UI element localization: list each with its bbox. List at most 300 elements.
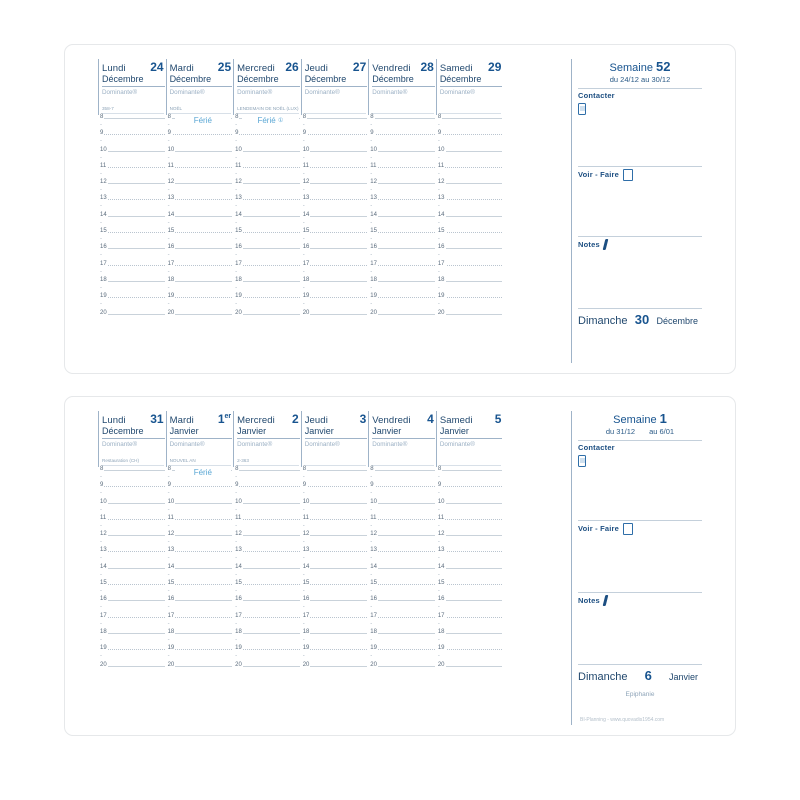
hour-row[interactable] (167, 500, 234, 516)
half-hour-mark: - (235, 555, 238, 562)
hour-row[interactable] (99, 115, 166, 131)
day-month: Décembre (440, 72, 503, 87)
panel-voir-faire[interactable] (578, 521, 702, 593)
hour-row[interactable] (437, 614, 504, 630)
hour-rule (370, 199, 435, 200)
hour-row[interactable] (369, 500, 436, 516)
holiday-label: Férié (175, 468, 232, 478)
hour-row[interactable] (99, 180, 166, 196)
week-title: Semaine 1 (613, 411, 667, 426)
hour-row[interactable] (167, 213, 234, 229)
hour-row[interactable] (369, 180, 436, 196)
hour-rule (168, 568, 233, 569)
half-hour-mark: - (370, 122, 373, 128)
day-column[interactable] (301, 59, 369, 363)
hour-rule (370, 134, 435, 135)
day-hours[interactable] (233, 115, 301, 363)
hour-row[interactable] (99, 614, 166, 630)
hour-row[interactable] (437, 500, 504, 516)
half-hour-mark: - (167, 122, 170, 128)
hour-row[interactable] (234, 663, 301, 679)
half-hour-mark: - (437, 555, 440, 562)
half-hour-mark: - (437, 203, 440, 210)
hour-row[interactable] (302, 115, 369, 131)
hour-rule (370, 633, 435, 634)
hour-label: 18 (167, 276, 175, 283)
sunday-block[interactable] (578, 665, 702, 725)
hour-row[interactable] (369, 131, 436, 147)
half-hour-mark: - (437, 154, 440, 161)
hour-row[interactable] (167, 294, 234, 310)
half-hour-mark: - (370, 571, 373, 578)
holiday-label: Férié (175, 116, 232, 126)
hour-row[interactable] (167, 229, 234, 245)
hour-row[interactable] (302, 196, 369, 212)
hour-row[interactable] (369, 565, 436, 581)
panel-notes[interactable] (578, 237, 702, 309)
hour-rule (303, 486, 368, 487)
hour-row[interactable] (302, 663, 369, 679)
hour-row[interactable] (369, 597, 436, 613)
day-hours[interactable] (98, 467, 166, 725)
hour-row[interactable] (234, 630, 301, 646)
hour-rule (235, 248, 300, 249)
day-header (301, 59, 369, 115)
half-hour-mark: - (437, 620, 440, 627)
hour-row[interactable] (234, 483, 301, 499)
day-hours[interactable] (98, 115, 166, 363)
panel-label-contacter: Contacter (578, 443, 615, 452)
hour-row[interactable] (99, 516, 166, 532)
hour-row[interactable] (437, 467, 504, 483)
hour-rule (438, 134, 503, 135)
hour-row[interactable] (437, 663, 504, 679)
hour-label: 18 (100, 628, 107, 635)
hour-row[interactable] (234, 229, 301, 245)
hour-label: 9 (302, 130, 307, 137)
hour-rule (168, 248, 233, 249)
hour-row[interactable] (302, 614, 369, 630)
hour-label: 15 (302, 580, 310, 587)
day-column[interactable] (233, 411, 301, 725)
hour-row[interactable] (302, 278, 369, 294)
half-hour-mark: - (437, 636, 440, 643)
hour-row[interactable] (369, 646, 436, 662)
hour-rule (235, 600, 300, 601)
hour-rule (303, 167, 368, 168)
hour-row[interactable] (302, 213, 369, 229)
hour-row[interactable] (369, 148, 436, 164)
hour-label: 20 (302, 309, 310, 316)
hour-row[interactable] (167, 565, 234, 581)
hour-row[interactable] (302, 467, 369, 483)
panel-notes[interactable] (578, 593, 702, 665)
hour-row[interactable] (167, 532, 234, 548)
hour-row[interactable] (437, 262, 504, 278)
hour-label: 10 (167, 498, 175, 505)
hour-row[interactable] (99, 131, 166, 147)
hour-row[interactable] (234, 532, 301, 548)
hour-row[interactable] (437, 565, 504, 581)
hour-row[interactable] (369, 213, 436, 229)
half-hour-mark: - (302, 474, 305, 480)
hour-row[interactable] (437, 196, 504, 212)
hour-label: 16 (302, 244, 310, 251)
day-name: Mercredi (237, 415, 275, 426)
hour-row[interactable] (99, 245, 166, 261)
hour-rule (438, 568, 503, 569)
hour-row[interactable] (369, 630, 436, 646)
half-hour-mark: - (100, 555, 102, 562)
hour-row[interactable] (302, 483, 369, 499)
hour-label: 8 (100, 114, 104, 120)
half-hour-mark: - (437, 219, 440, 226)
hour-row[interactable] (167, 245, 234, 261)
hour-row[interactable] (437, 131, 504, 147)
hour-rule (168, 519, 233, 520)
hour-label: 14 (302, 211, 310, 218)
day-month: Janvier (372, 424, 435, 439)
hour-row[interactable] (302, 630, 369, 646)
day-hours[interactable] (166, 115, 234, 363)
hour-row[interactable] (369, 516, 436, 532)
hour-row[interactable] (369, 245, 436, 261)
hour-row[interactable] (234, 196, 301, 212)
hour-row[interactable] (167, 262, 234, 278)
hour-row[interactable] (437, 148, 504, 164)
hour-label: 18 (370, 276, 377, 283)
hour-row[interactable] (437, 646, 504, 662)
hour-row[interactable] (99, 148, 166, 164)
half-hour-mark: - (437, 539, 440, 546)
hour-rule (370, 584, 435, 585)
hour-row[interactable] (99, 294, 166, 310)
hour-rule (235, 666, 300, 667)
hour-row[interactable] (167, 483, 234, 499)
hour-row[interactable] (99, 548, 166, 564)
hour-row[interactable] (234, 646, 301, 662)
panel-contacter[interactable] (578, 89, 702, 167)
hour-row[interactable] (437, 516, 504, 532)
day-column[interactable] (436, 411, 504, 725)
sunday-block[interactable] (578, 309, 702, 363)
hour-row[interactable] (167, 597, 234, 613)
half-hour-mark: - (100, 301, 102, 308)
hour-label: 17 (370, 260, 377, 267)
hour-row[interactable] (437, 115, 504, 131)
hour-rule (370, 281, 435, 282)
hour-row[interactable] (302, 548, 369, 564)
hour-row[interactable] (302, 565, 369, 581)
day-column[interactable] (233, 59, 301, 363)
hour-rule (303, 134, 368, 135)
hour-row[interactable] (99, 213, 166, 229)
half-hour-mark: - (235, 284, 238, 291)
hour-rule (370, 617, 435, 618)
half-hour-mark: - (370, 474, 373, 480)
day-hours[interactable] (436, 115, 504, 363)
hour-row[interactable] (167, 581, 234, 597)
hour-rule (303, 633, 368, 634)
hour-label: 12 (235, 179, 242, 186)
hour-row[interactable] (167, 663, 234, 679)
day-column[interactable] (166, 59, 234, 363)
hour-rule (438, 600, 503, 601)
hour-row[interactable] (99, 532, 166, 548)
hour-rule (438, 199, 503, 200)
hour-rule (303, 199, 368, 200)
hour-row[interactable] (369, 483, 436, 499)
panel-contacter[interactable] (578, 441, 702, 521)
hour-row[interactable] (302, 148, 369, 164)
half-hour-mark: - (235, 636, 238, 643)
hour-row[interactable] (437, 294, 504, 310)
hour-row[interactable] (234, 516, 301, 532)
hour-rule (370, 151, 435, 152)
hour-label: 11 (100, 514, 107, 521)
hour-row[interactable] (99, 196, 166, 212)
hour-row[interactable] (234, 565, 301, 581)
hour-row[interactable] (234, 213, 301, 229)
hour-row[interactable] (234, 597, 301, 613)
half-hour-mark: - (370, 284, 373, 291)
hour-row[interactable] (167, 148, 234, 164)
hour-row[interactable] (437, 581, 504, 597)
hour-rule (370, 118, 435, 119)
hour-rule (235, 617, 300, 618)
hour-row[interactable] (234, 262, 301, 278)
hour-row[interactable] (234, 294, 301, 310)
half-hour-mark: - (167, 170, 170, 177)
hour-row[interactable] (234, 245, 301, 261)
panel-voir-faire[interactable] (578, 167, 702, 237)
hour-row[interactable] (302, 500, 369, 516)
hour-row[interactable] (99, 565, 166, 581)
day-column[interactable] (166, 411, 234, 725)
hour-row[interactable] (437, 245, 504, 261)
hour-label: 17 (167, 260, 175, 267)
hour-label: 20 (370, 661, 377, 668)
day-feast (372, 112, 434, 114)
hour-row[interactable] (234, 278, 301, 294)
hour-row[interactable] (99, 646, 166, 662)
hour-row[interactable] (369, 311, 436, 327)
day-number: 27 (352, 60, 367, 74)
hour-row[interactable] (302, 581, 369, 597)
hour-row[interactable] (437, 278, 504, 294)
half-hour-mark: - (235, 653, 238, 660)
hour-label: 17 (167, 612, 175, 619)
hour-row[interactable] (302, 229, 369, 245)
day-column[interactable] (98, 59, 166, 363)
hour-row[interactable] (302, 245, 369, 261)
half-hour-mark: - (235, 620, 238, 627)
hour-rule (303, 314, 368, 315)
hour-row[interactable] (369, 196, 436, 212)
hour-row[interactable] (369, 532, 436, 548)
day-hours[interactable] (368, 467, 436, 725)
hour-row[interactable] (234, 180, 301, 196)
hour-rule (303, 216, 368, 217)
hour-row[interactable] (234, 614, 301, 630)
hour-rule (303, 649, 368, 650)
hour-row[interactable] (99, 262, 166, 278)
hour-row[interactable] (234, 164, 301, 180)
hour-row[interactable] (99, 311, 166, 327)
day-column[interactable] (436, 59, 504, 363)
hour-row[interactable] (167, 196, 234, 212)
hour-row[interactable] (437, 532, 504, 548)
hour-row[interactable] (437, 180, 504, 196)
hour-row[interactable] (99, 581, 166, 597)
hour-rule (235, 183, 300, 184)
hour-rule (100, 617, 165, 618)
day-column[interactable] (301, 411, 369, 725)
day-hours[interactable] (436, 467, 504, 725)
day-month: Décembre (102, 424, 165, 439)
hour-row[interactable] (437, 164, 504, 180)
hour-row[interactable] (167, 131, 234, 147)
hour-row[interactable] (167, 180, 234, 196)
sunday-number: 30 (634, 312, 650, 327)
hour-rule (235, 519, 300, 520)
hour-row[interactable] (302, 262, 369, 278)
hour-row[interactable] (369, 581, 436, 597)
hour-row[interactable] (437, 630, 504, 646)
hour-label: 8 (302, 114, 307, 120)
hour-row[interactable] (99, 663, 166, 679)
sunday-month: Janvier (668, 672, 698, 682)
hour-row[interactable] (369, 278, 436, 294)
hour-row[interactable] (302, 164, 369, 180)
day-hours[interactable] (166, 467, 234, 725)
hour-row[interactable] (167, 630, 234, 646)
day-name: Vendredi (372, 415, 411, 426)
hour-row[interactable] (302, 532, 369, 548)
half-hour-mark: - (100, 122, 102, 128)
hour-row[interactable] (302, 180, 369, 196)
hour-row[interactable] (234, 311, 301, 327)
hour-row[interactable] (302, 516, 369, 532)
day-column[interactable] (368, 411, 436, 725)
hour-label: 9 (167, 482, 171, 489)
day-column[interactable] (98, 411, 166, 725)
hour-row[interactable] (167, 278, 234, 294)
week-range: du 31/12 au 6/01 (605, 427, 675, 436)
hour-row[interactable] (437, 483, 504, 499)
half-hour-mark: - (370, 588, 373, 595)
hour-row[interactable] (234, 467, 301, 483)
hour-row[interactable] (369, 164, 436, 180)
hour-rule (370, 551, 435, 552)
hour-row[interactable] (99, 164, 166, 180)
hour-rule (168, 551, 233, 552)
hour-row[interactable] (369, 467, 436, 483)
hour-row[interactable] (167, 516, 234, 532)
half-hour-mark: - (100, 620, 102, 627)
day-hours[interactable] (368, 115, 436, 363)
hour-row[interactable] (437, 597, 504, 613)
hour-row[interactable] (167, 646, 234, 662)
hour-row[interactable] (234, 548, 301, 564)
hour-row[interactable] (99, 630, 166, 646)
hour-rule (438, 281, 503, 282)
hour-label: 10 (370, 146, 377, 153)
hour-rule (168, 314, 233, 315)
hour-rule (370, 265, 435, 266)
hour-rule (303, 183, 368, 184)
day-hours[interactable] (301, 467, 369, 725)
hour-rule (168, 232, 233, 233)
hour-row[interactable] (302, 597, 369, 613)
hour-row[interactable] (369, 614, 436, 630)
hour-row[interactable] (99, 467, 166, 483)
hour-label: 20 (235, 309, 242, 316)
day-hours[interactable] (301, 115, 369, 363)
hour-row[interactable] (234, 500, 301, 516)
hour-rule (100, 151, 165, 152)
hour-row[interactable] (302, 311, 369, 327)
hour-label: 8 (235, 114, 239, 120)
hour-row[interactable] (234, 131, 301, 147)
hour-row[interactable] (437, 229, 504, 245)
hour-row[interactable] (369, 262, 436, 278)
day-hours[interactable] (233, 467, 301, 725)
hour-row[interactable] (437, 213, 504, 229)
hour-row[interactable] (99, 597, 166, 613)
half-hour-mark: - (100, 236, 102, 243)
hour-row[interactable] (302, 131, 369, 147)
day-header (368, 411, 436, 467)
half-hour-mark: - (235, 490, 238, 497)
hour-label: 20 (167, 661, 175, 668)
hour-row[interactable] (369, 548, 436, 564)
footer-credit: BI-Planning - www.quovadis1954.com (580, 717, 665, 723)
half-hour-mark: - (235, 604, 238, 611)
hour-row[interactable] (369, 663, 436, 679)
hour-label: 17 (370, 612, 377, 619)
hour-rule (168, 134, 233, 135)
hour-row[interactable] (369, 229, 436, 245)
hour-row[interactable] (437, 311, 504, 327)
hour-label: 13 (100, 195, 107, 202)
hour-row[interactable] (369, 294, 436, 310)
hour-row[interactable] (99, 500, 166, 516)
hour-row[interactable] (167, 614, 234, 630)
day-name: Lundi (102, 63, 126, 74)
hour-row[interactable] (369, 115, 436, 131)
hour-row[interactable] (99, 483, 166, 499)
half-hour-mark: - (100, 252, 102, 259)
hour-row[interactable] (167, 164, 234, 180)
day-column[interactable] (368, 59, 436, 363)
hour-row[interactable] (99, 229, 166, 245)
half-hour-mark: - (302, 219, 305, 226)
hour-rule (438, 649, 503, 650)
hour-row[interactable] (234, 148, 301, 164)
hour-label: 10 (235, 498, 242, 505)
hour-row[interactable] (167, 548, 234, 564)
hour-rule (100, 633, 165, 634)
hour-row[interactable] (99, 278, 166, 294)
hour-row[interactable] (437, 548, 504, 564)
panel-label-voir-faire: Voir - Faire (578, 523, 700, 535)
hour-row[interactable] (302, 294, 369, 310)
hour-row[interactable] (234, 581, 301, 597)
hour-label: 17 (100, 612, 107, 619)
hour-row[interactable] (302, 646, 369, 662)
hour-row[interactable] (167, 311, 234, 327)
